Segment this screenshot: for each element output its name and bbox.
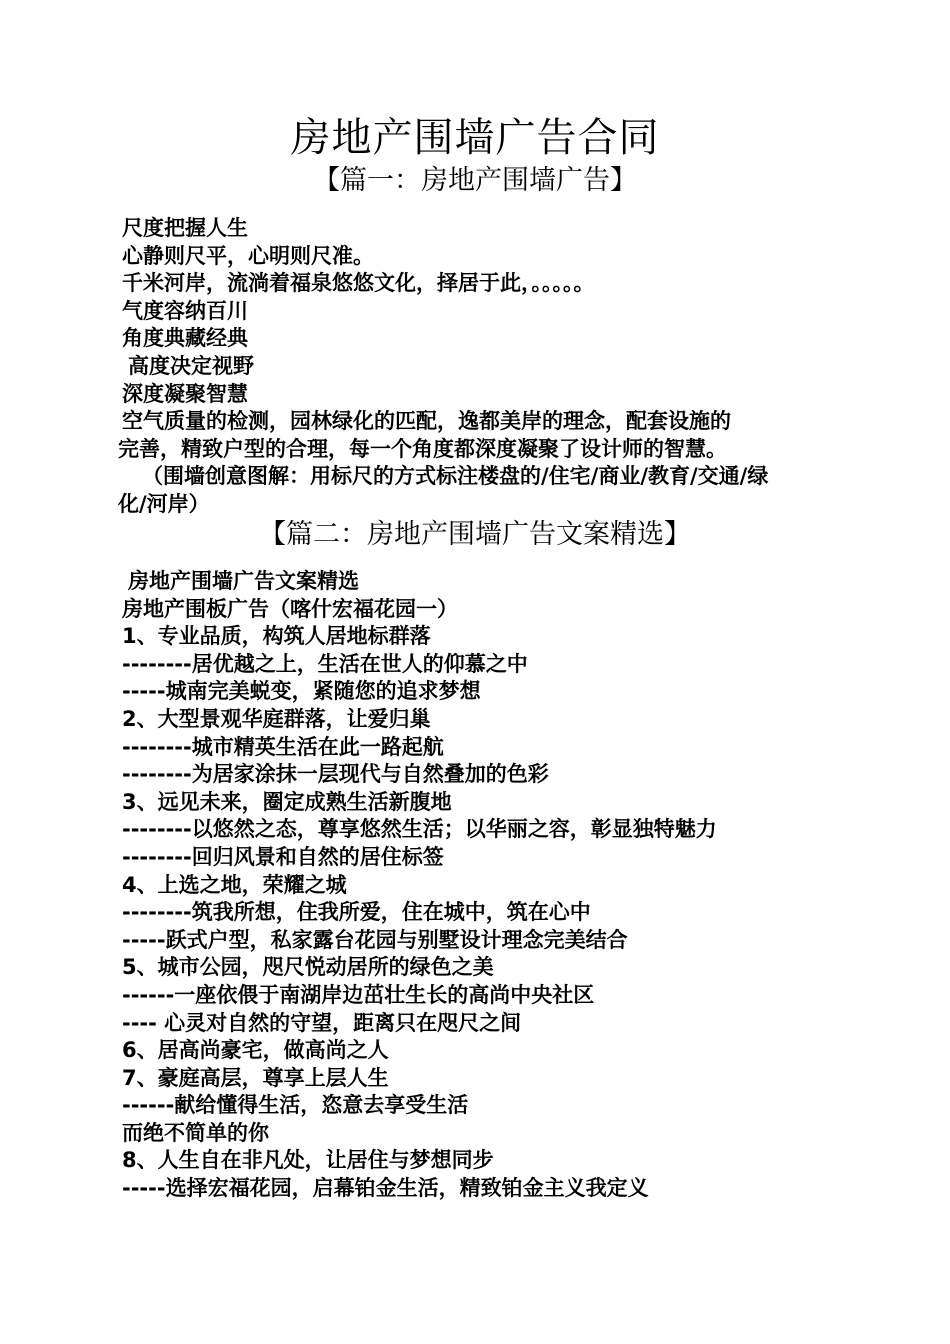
body-line: 6、居高尚豪宅，做高尚之人: [122, 1038, 389, 1063]
body-line: 千米河岸，流淌着福泉悠悠文化，择居于此，。。。。。: [122, 271, 595, 296]
body-line: 而绝不简单的你: [122, 1120, 269, 1145]
body-line: ------一座依偎于南湖岸边茁壮生长的高尚中央社区: [122, 982, 595, 1007]
body-line: -----城南完美蜕变，紧随您的追求梦想: [122, 679, 481, 704]
body-line: 2、大型景观华庭群落，让爱归巢: [122, 706, 431, 731]
body-line: 心静则尺平，心明则尺准。: [122, 243, 374, 268]
body-line: 8、人生自在非凡处，让居住与梦想同步: [122, 1148, 494, 1173]
section-2-body: [118, 568, 838, 1203]
body-line: 房地产围板广告（喀什宏福花园一）: [122, 596, 458, 621]
body-line: 5、城市公园，咫尺悦动居所的绿色之美: [122, 955, 494, 980]
body-line: 房地产围墙广告文案精选: [128, 569, 359, 593]
body-line: 3、远见未来，圈定成熟生活新腹地: [122, 789, 452, 814]
body-line: --------城市精英生活在此一路起航: [122, 734, 444, 759]
body-line: 空气质量的检测，园林绿化的匹配，逸都美岸的理念，配套设施的: [122, 409, 731, 434]
body-line: （围墙创意图解：用标尺的方式标注楼盘的/住宅/商业/教育/交通/绿: [142, 464, 769, 489]
body-line: 7、豪庭高层，尊享上层人生: [122, 1065, 389, 1090]
body-line: -----选择宏福花园，启幕铂金生活，精致铂金主义我定义: [122, 1176, 649, 1201]
body-line: --------居优越之上，生活在世人的仰慕之中: [122, 651, 528, 676]
body-line: 4、上选之地，荣耀之城: [122, 872, 347, 897]
body-line: 角度典藏经典: [122, 326, 248, 351]
body-line: ---- 心灵对自然的守望，距离只在咫尺之间: [122, 1010, 522, 1035]
body-line: 深度凝聚智慧: [122, 381, 248, 406]
section-1-heading: 【篇一：房地产围墙广告】: [313, 165, 637, 196]
body-line: 气度容纳百川: [122, 298, 248, 323]
body-line: ------献给懂得生活，恣意去享受生活: [122, 1093, 469, 1118]
body-line: --------为居家涂抹一层现代与自然叠加的色彩: [122, 762, 549, 787]
section-2-heading: 【篇二：房地产围墙广告文案精选】: [259, 519, 691, 550]
body-line: 尺度把握人生: [122, 216, 248, 240]
body-line: --------回归风景和自然的居住标签: [122, 844, 444, 869]
body-line: 高度决定视野: [128, 353, 254, 378]
section-1-body: [118, 215, 838, 519]
body-line: 化/河岸）: [118, 491, 210, 516]
body-line: 完善，精致户型的合理，每一个角度都深度凝聚了设计师的智慧。: [118, 436, 727, 461]
body-line: --------以悠然之态，尊享悠然生活；以华丽之容，彰显独特魅力: [122, 817, 717, 842]
document-title: 房地产围墙广告合同: [290, 115, 660, 161]
body-line: 1、专业品质，构筑人居地标群落: [122, 624, 431, 649]
body-line: --------筑我所想，住我所爱，住在城中，筑在心中: [122, 900, 591, 925]
body-line: -----跃式户型，私家露台花园与别墅设计理念完美结合: [122, 927, 628, 952]
